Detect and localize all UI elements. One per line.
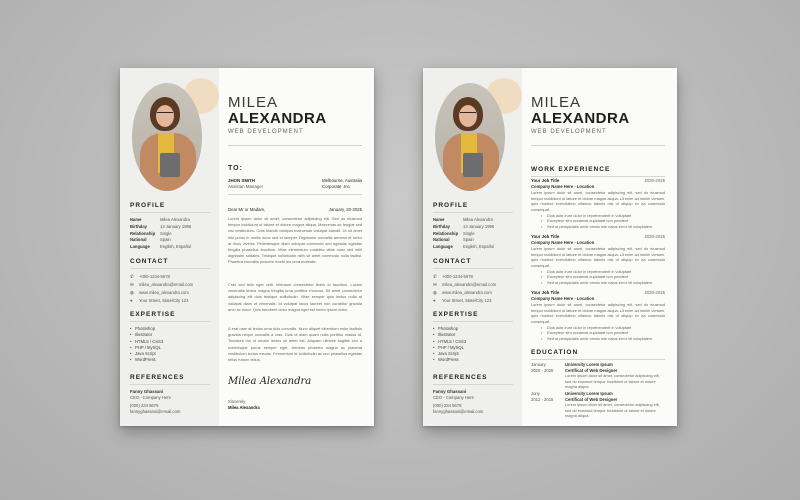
expertise-item: • Java Script <box>130 351 216 357</box>
education-heading: EDUCATION <box>531 349 579 356</box>
letter-paragraph: Lorem ipsum dolor sit amet, consectetur adipiscing elit. Sed do eiusmod tempor incididunt ut labore et dolore magna aliqua. Maecenas ac feugiat sed nisi vestibulum. Cras blandit volutpat maecenas volutpat blandit. Ut sit amet nisl purus in mollis nunc sed id semper. Dignissim convallis aenean et tortor at risus viverra. Pellentesque diam volutpat commodo sed egestas egestas fringilla phasellus faucibus. Vitae elementum curabitur vitae nunc sed velit dignissim sodales. Tristique sollicitudin nibh sit amet commodo nulla facilisi. Pharetra convallis posuere morbi leo urna molestie. <box>228 216 362 265</box>
contact-text: www.milea_alexandra.com <box>442 290 492 295</box>
name-block <box>228 94 327 135</box>
education-dates <box>531 391 565 419</box>
education-entry <box>531 391 665 419</box>
last-name: ALEXANDRA <box>228 110 327 127</box>
education-degree: Certificat of Web Designer <box>565 367 618 373</box>
contact-phone <box>130 273 216 281</box>
first-name: MILEA <box>531 94 582 111</box>
expertise-section <box>433 311 519 364</box>
contact-text: +000-1234-5678 <box>442 274 473 279</box>
education-school: University Lorem Ipsum <box>565 362 613 367</box>
reference-phone: (000) 234 5678 <box>130 403 159 408</box>
contact-web <box>130 289 216 297</box>
divider <box>130 212 210 213</box>
letter-paragraph: A erat nam at lectus urna duis convallis. Nunc aliquet bibendum enim facilisis gravida neque convallis a cras. Duis ut diam quam nulla porttitor massa id. Tincidunt dui ut ornare lectus sit amet est. Aliquam ultrices sagittis orci a scelerisque purus semper eget. Aenean pharetra magna ac placerat vestibulum lectus mauris. Fermentum et sollicitudin ac orci phasellus egestas tellus rutrum tellus. <box>228 326 362 363</box>
job-entry-bullet: • Excepteur sint occaecat cupidatat non proident <box>531 330 665 336</box>
location-icon: ⌖ <box>130 298 133 303</box>
profile-value: Milea Alexandra <box>463 217 493 222</box>
contact-text: +000-1234-5678 <box>139 274 170 279</box>
reference-role: CEO - Company Here <box>433 395 474 400</box>
job-entry-title: Your Job Title <box>531 178 560 183</box>
divider <box>531 176 665 177</box>
divider <box>531 359 665 360</box>
profile-row <box>433 237 519 244</box>
contact-text: milea_alexandra@email.com <box>139 282 194 287</box>
recipient-name: JHON SMITH <box>228 178 256 183</box>
location-icon: ⌖ <box>433 298 436 303</box>
contact-text: Your Street, State/City 123 <box>442 298 492 303</box>
recipient-company: Corporate .Inc <box>321 184 350 189</box>
job-entry-title: Your Job Title <box>531 290 560 295</box>
email-icon: ✉ <box>433 282 437 287</box>
cover-letter-sheet <box>120 68 374 426</box>
closing-block <box>228 399 260 411</box>
education-degree: Certificat of Web Designer <box>565 396 618 402</box>
contact-heading: CONTACT <box>130 258 169 265</box>
web-icon: ◍ <box>433 290 437 295</box>
profile-section <box>130 202 216 251</box>
education-desc: Lorem ipsum dolor sit amet, consectetur adipiscing elit, sed do eiusmod tempor incididunt ut labore et dolore magna aliqua. <box>565 373 660 390</box>
job-entry-bullet: • Excepteur sint occaecat cupidatat non proident <box>531 274 665 280</box>
profile-photo <box>129 78 219 193</box>
expertise-item: • WordPress <box>433 357 519 363</box>
divider <box>228 145 362 146</box>
job-entry-company: Company Name Here - Location <box>531 239 595 245</box>
profile-key: Birthday <box>130 223 147 229</box>
expertise-heading: EXPERTISE <box>130 311 176 318</box>
profile-key: Name <box>433 217 445 222</box>
web-icon: ◍ <box>130 290 134 295</box>
profile-key: Name <box>130 217 142 222</box>
experience-heading: WORK EXPERIENCE <box>531 166 611 173</box>
photo-oval <box>132 83 202 191</box>
phone-icon: ✆ <box>130 274 134 279</box>
salutation: Dear Mr or Madam, <box>228 207 266 212</box>
divider <box>130 384 210 385</box>
expertise-item: • PHP / MySQL <box>130 345 216 351</box>
expertise-item: • Illustrator <box>433 332 519 338</box>
job-title: WEB DEVELOPMENT <box>228 129 304 135</box>
signature: Milea Alexandra <box>228 376 312 387</box>
resume-sheet <box>423 68 677 426</box>
job-entry-bullet: • Sed ut perspiciatis unde omnis iste natus error sit voluptatem <box>531 280 665 286</box>
to-heading: TO: <box>228 165 243 172</box>
reference-name: Fanny Ghassani <box>433 389 467 394</box>
education-date-range: 2020 - 2025 <box>531 367 554 373</box>
job-entry-dates: 2020-2025 <box>644 178 665 183</box>
profile-key: Language <box>130 244 150 250</box>
closing-text: Sincerely <box>228 399 246 404</box>
job-entry-dates: 2020-2025 <box>644 290 665 295</box>
profile-value: Milea Alexandra <box>160 217 190 222</box>
experience-header <box>531 166 665 177</box>
phone-icon: ✆ <box>433 274 437 279</box>
profile-photo <box>432 78 522 193</box>
expertise-item: • PHP / MySQL <box>433 345 519 351</box>
job-entry-desc: Lorem ipsum dolor sit amet, consectetur adipiscing elit, sed do eiusmod tempor incididunt ut labore et dolore magna aliqua. Ut enim ad minim veniam, quis nostrud exercitation ullamco laboris nisi ut aliquip ex ea commodo consequat. <box>531 246 665 268</box>
expertise-item: • Java Script <box>433 351 519 357</box>
profile-value: English, Español <box>463 244 495 250</box>
contact-text: www.milea_alexandra.com <box>139 290 189 295</box>
contact-heading: CONTACT <box>433 258 472 265</box>
profile-row <box>433 244 519 251</box>
profile-value: Spain <box>463 237 474 243</box>
job-entry <box>531 290 665 342</box>
profile-value: Spain <box>160 237 171 243</box>
expertise-item: • HTML5 / CSS3 <box>130 339 216 345</box>
profile-key: National <box>130 237 147 243</box>
divider <box>433 321 513 322</box>
reference-email: fannyghassani@email.com <box>130 409 181 414</box>
education-dates <box>531 362 565 390</box>
education-header <box>531 349 665 360</box>
contact-address <box>130 297 216 305</box>
letter-paragraph: Cras sed felis eget velit. Interdum consectetur libero id faucibus. Luctus venenatis lectus magna fringilla urna porttitor rhoncus. Sit amet consectetur adipiscing elit duis tristique sollicitudin. Vitae semper quis lectus nulla at volutpat diam ut venenatis. Id volutpat lacus laoreet non curabitur gravida arcu ac tortor. Quis hendrerit dolor magna eget est lorem ipsum dolor. <box>228 282 362 312</box>
divider <box>228 194 362 195</box>
divider <box>433 384 513 385</box>
reference-email: fannyghassani@email.com <box>433 409 484 414</box>
education-date-range: 2012 - 2015 <box>531 396 554 402</box>
divider <box>130 321 210 322</box>
education-body <box>565 362 665 390</box>
contact-email <box>433 281 519 289</box>
expertise-item: • Photoshop <box>433 326 519 332</box>
references-section <box>433 374 519 415</box>
reference-name: Fanny Ghassani <box>130 389 164 394</box>
contact-text: Your Street, State/City 123 <box>139 298 189 303</box>
job-entry-bullet: • Duis aute irure dolor in reprehenderit in voluptate <box>531 269 665 275</box>
education-date-month: Juny <box>531 391 540 396</box>
job-entry-bullet: • Duis aute irure dolor in reprehenderit in voluptate <box>531 325 665 331</box>
profile-row <box>433 224 519 231</box>
contact-text: milea_alexandra@email.com <box>442 282 497 287</box>
job-entry-title: Your Job Title <box>531 234 560 239</box>
profile-key: Relationship <box>130 230 156 236</box>
job-entry-company: Company Name Here - Location <box>531 183 595 189</box>
recipient-role: Assistan Manager <box>228 184 264 189</box>
photo-oval <box>435 83 505 191</box>
last-name: ALEXANDRA <box>531 110 630 127</box>
expertise-heading: EXPERTISE <box>433 311 479 318</box>
profile-heading: PROFILE <box>433 202 469 209</box>
profile-value: English, Español <box>160 244 192 250</box>
profile-key: National <box>433 237 450 243</box>
job-entry-bullet: • Sed ut perspiciatis unde omnis iste natus error sit voluptatem <box>531 224 665 230</box>
closing-name: Milea Alexandra <box>228 405 260 410</box>
divider <box>433 268 513 269</box>
profile-row <box>130 237 216 244</box>
profile-row <box>433 217 519 224</box>
expertise-section <box>130 311 216 364</box>
references-heading: REFERENCES <box>130 374 185 381</box>
job-entry-bullet: • Excepteur sint occaecat cupidatat non proident <box>531 218 665 224</box>
job-title: WEB DEVELOPMENT <box>531 129 607 135</box>
education-entry <box>531 362 665 390</box>
contact-phone <box>433 273 519 281</box>
profile-value: 13 January 1996 <box>160 223 192 229</box>
job-entry-desc: Lorem ipsum dolor sit amet, consectetur adipiscing elit, sed do eiusmod tempor incididunt ut labore et dolore magna aliqua. Ut enim ad minim veniam, quis nostrud exercitation ullamco laboris nisi ut aliquip ex ea commodo consequat. <box>531 302 665 324</box>
education-desc: Lorem ipsum dolor sit amet, consectetur adipiscing elit, sed do eiusmod tempor incididunt ut labore et dolore magna aliqua. <box>565 402 660 419</box>
job-entry-bullet: • Sed ut perspiciatis unde omnis iste natus error sit voluptatem <box>531 336 665 342</box>
first-name: MILEA <box>228 94 279 111</box>
contact-address <box>433 297 519 305</box>
reference-phone: (000) 234 5678 <box>433 403 462 408</box>
job-entry <box>531 178 665 230</box>
profile-value: 13 January 1996 <box>463 223 495 229</box>
education-school: University Lorem Ipsum <box>565 391 613 396</box>
profile-row <box>130 244 216 251</box>
profile-value: Single <box>160 230 172 236</box>
job-entry <box>531 234 665 286</box>
expertise-item: • WordPress <box>130 357 216 363</box>
recipient-block <box>228 178 263 190</box>
contact-email <box>130 281 216 289</box>
divider <box>531 145 665 146</box>
recipient-address <box>322 178 362 190</box>
contact-section <box>433 258 519 305</box>
email-icon: ✉ <box>130 282 134 287</box>
profile-row <box>130 217 216 224</box>
divider <box>130 268 210 269</box>
contact-section <box>130 258 216 305</box>
profile-row <box>130 224 216 231</box>
expertise-item: • HTML5 / CSS3 <box>433 339 519 345</box>
profile-key: Birthday <box>433 223 450 229</box>
references-section <box>130 374 216 415</box>
name-block <box>531 94 630 135</box>
job-entry-dates: 2020-2025 <box>644 234 665 239</box>
profile-value: Single <box>463 230 475 236</box>
job-entry-company: Company Name Here - Location <box>531 295 595 301</box>
expertise-item: • Illustrator <box>130 332 216 338</box>
contact-web <box>433 289 519 297</box>
job-entry-bullet: • Duis aute irure dolor in reprehenderit in voluptate <box>531 213 665 219</box>
expertise-item: • Photoshop <box>130 326 216 332</box>
profile-row <box>130 231 216 238</box>
job-entry-desc: Lorem ipsum dolor sit amet, consectetur adipiscing elit, sed do eiusmod tempor incididunt ut labore et dolore magna aliqua. Ut enim ad minim veniam, quis nostrud exercitation ullamco laboris nisi ut aliquip ex ea commodo consequat. <box>531 190 665 212</box>
profile-row <box>433 231 519 238</box>
education-date-month: January <box>531 362 546 367</box>
references-heading: REFERENCES <box>433 374 488 381</box>
education-body <box>565 391 665 419</box>
profile-heading: PROFILE <box>130 202 166 209</box>
divider <box>433 212 513 213</box>
reference-role: CEO - Company Here <box>130 395 171 400</box>
profile-section <box>433 202 519 251</box>
profile-key: Relationship <box>433 230 459 236</box>
profile-key: Language <box>433 244 453 250</box>
letter-date: January, 20-2025 <box>328 207 362 212</box>
recipient-city: Melbourne, Australia <box>321 178 362 183</box>
